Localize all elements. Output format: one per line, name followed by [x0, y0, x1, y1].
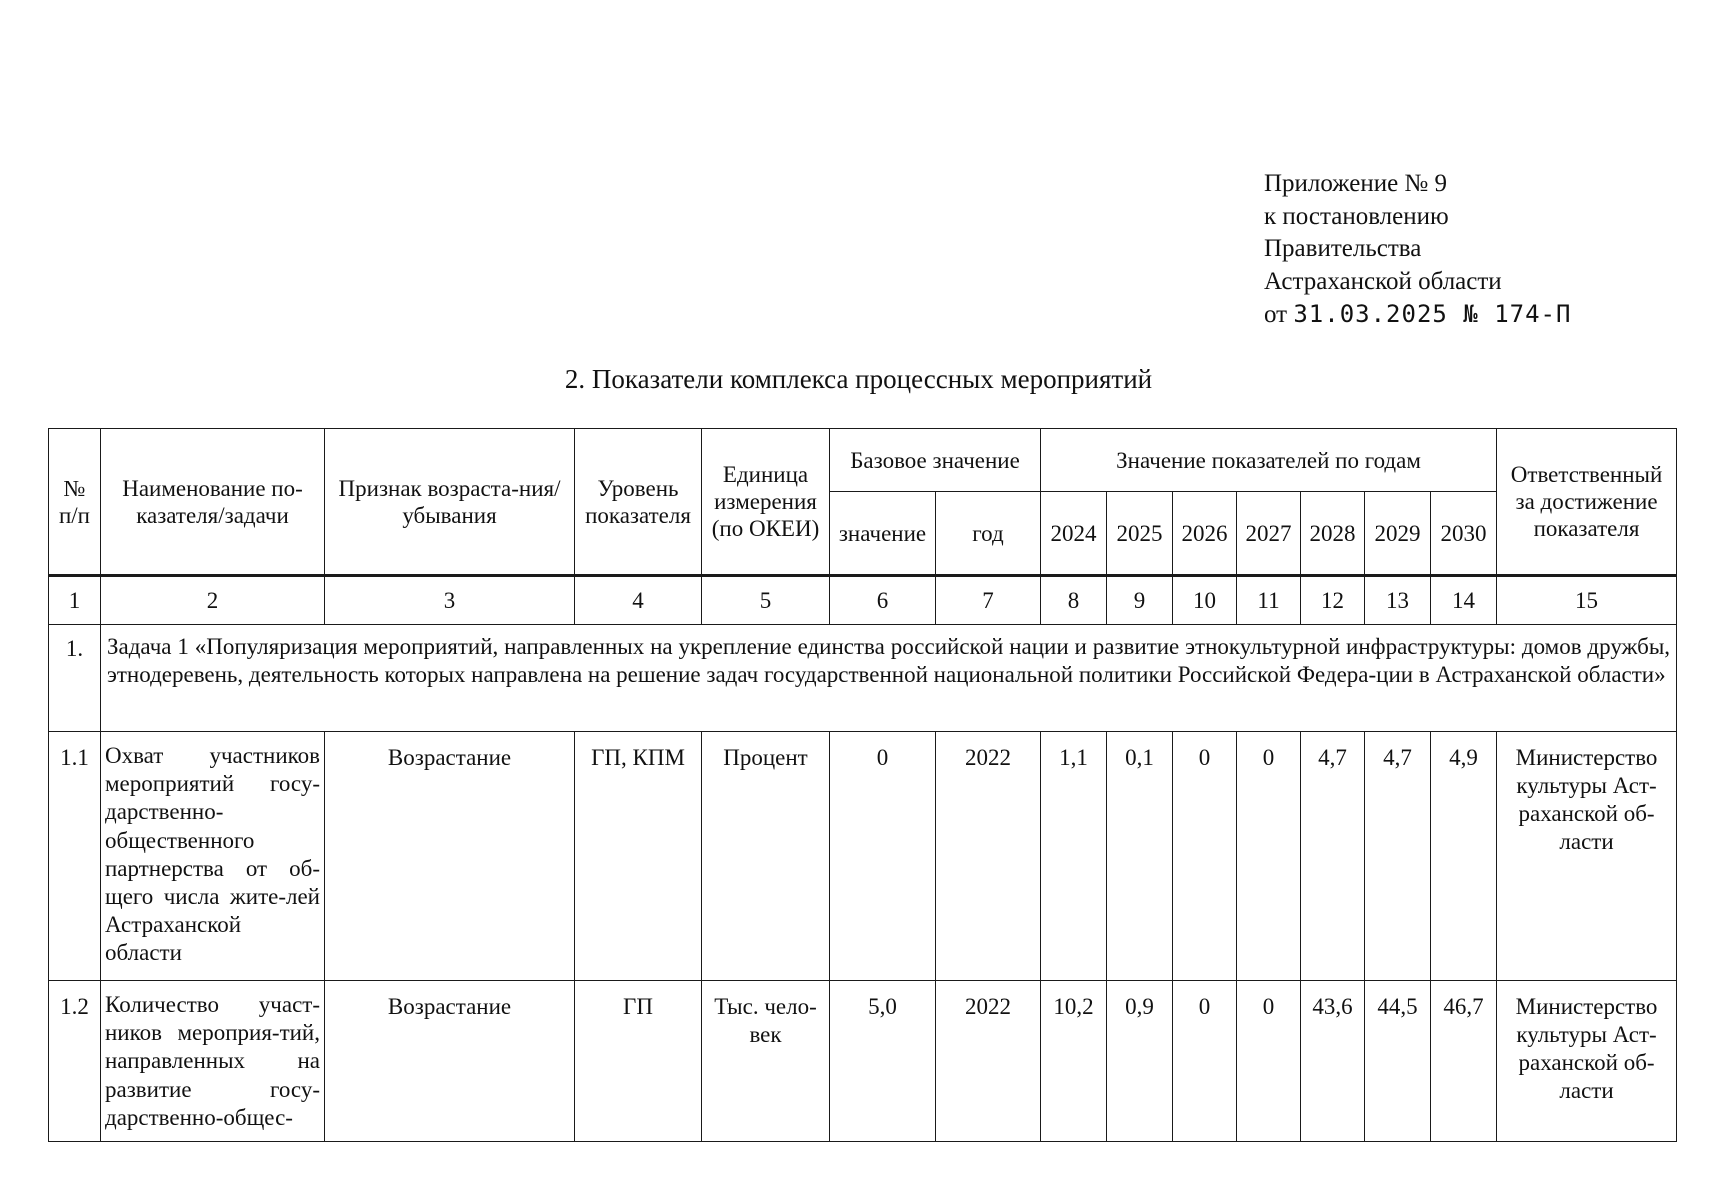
task-row	[49, 625, 1677, 732]
row-year-value: 43,6	[1301, 981, 1365, 1142]
column-number: 13	[1365, 576, 1431, 625]
header-year: 2028	[1301, 492, 1365, 576]
row-year-value: 1,1	[1041, 732, 1107, 981]
table-row	[49, 981, 1677, 1142]
row-indicator-name: Количество участ-ников мероприя-тий, направленных на развитие госу-дарственно-общес-	[101, 981, 325, 1142]
row-year-value: 0	[1237, 732, 1301, 981]
row-year-value: 4,9	[1431, 732, 1497, 981]
row-year-value: 0,9	[1107, 981, 1173, 1142]
header-responsible: Ответственный за достижение показателя	[1497, 429, 1677, 576]
column-number: 4	[575, 576, 702, 625]
column-number: 10	[1173, 576, 1237, 625]
row-base-value: 5,0	[830, 981, 936, 1142]
row-year-value: 0	[1237, 981, 1301, 1142]
date-number: 31.03.2025 № 174-П	[1293, 300, 1572, 328]
header-year: 2030	[1431, 492, 1497, 576]
date-prefix: от	[1264, 301, 1288, 328]
appendix-line: Правительства	[1264, 235, 1422, 262]
column-number: 3	[325, 576, 575, 625]
row-responsible: Министерство культуры Аст-раханской об-ласти	[1497, 981, 1677, 1142]
appendix-line: Приложение № 9	[1264, 170, 1448, 197]
column-number: 9	[1107, 576, 1173, 625]
appendix-date-line	[1264, 298, 1571, 332]
row-responsible: Министерство культуры Аст-раханской об-ласти	[1497, 732, 1677, 981]
row-year-value: 0	[1173, 981, 1237, 1142]
row-base-value: 0	[830, 732, 936, 981]
column-number: 7	[936, 576, 1041, 625]
row-year-value: 4,7	[1301, 732, 1365, 981]
column-number: 11	[1237, 576, 1301, 625]
document-title: 2. Показатели комплекса процессных мероприятий	[564, 364, 1153, 394]
row-base-year: 2022	[936, 981, 1041, 1142]
header-num: № п/п	[49, 429, 101, 576]
column-number: 6	[830, 576, 936, 625]
header-year: 2024	[1041, 492, 1107, 576]
row-year-value: 44,5	[1365, 981, 1431, 1142]
table-row	[49, 732, 1677, 981]
header-years-group: Значение показателей по годам	[1041, 429, 1497, 492]
task-num: 1.	[49, 625, 101, 732]
column-number: 2	[101, 576, 325, 625]
indicators-table	[48, 428, 1677, 1142]
column-number: 5	[702, 576, 830, 625]
row-unit: Тыс. чело-век	[702, 981, 830, 1142]
column-number: 8	[1041, 576, 1107, 625]
column-number: 14	[1431, 576, 1497, 625]
column-numbers-row	[49, 576, 1677, 625]
header-level: Уровень показателя	[575, 429, 702, 576]
column-number: 1	[49, 576, 101, 625]
task-text: Задача 1 «Популяризация мероприятий, направленных на укрепление единства российской нации и развитие этнокультурной инфраструктуры: домов дружбы, этнодеревень, деятельность которых направлена на решение задач государственной национальной политики Российской Федера-ции в Астраханской области»	[101, 625, 1677, 732]
row-year-value: 4,7	[1365, 732, 1431, 981]
header-trend: Признак возраста-ния/убывания	[325, 429, 575, 576]
appendix-line: к постановлению	[1264, 202, 1449, 230]
header-base-value: значение	[830, 492, 936, 576]
column-number: 12	[1301, 576, 1365, 625]
row-num: 1.2	[49, 981, 101, 1142]
row-year-value: 46,7	[1431, 981, 1497, 1142]
row-year-value: 0,1	[1107, 732, 1173, 981]
row-indicator-name: Охват участников мероприятий госу-дарственно-общественного партнерства от об-щего числа жите-лей Астраханской области	[101, 732, 325, 981]
appendix-line: Астраханской области	[1264, 267, 1502, 295]
row-level: ГП	[575, 981, 702, 1142]
header-year: 2027	[1237, 492, 1301, 576]
header-name: Наименование по-казателя/задачи	[101, 429, 325, 576]
header-unit: Единица измерения (по ОКЕИ)	[702, 429, 830, 576]
row-level: ГП, КПМ	[575, 732, 702, 981]
appendix-block	[1264, 168, 1571, 332]
row-trend: Возрастание	[325, 732, 575, 981]
row-trend: Возрастание	[325, 981, 575, 1142]
header-base: Базовое значение	[830, 429, 1041, 492]
row-base-year: 2022	[936, 732, 1041, 981]
row-year-value: 10,2	[1041, 981, 1107, 1142]
row-year-value: 0	[1173, 732, 1237, 981]
column-number: 15	[1497, 576, 1677, 625]
header-base-year: год	[936, 492, 1041, 576]
row-unit: Процент	[702, 732, 830, 981]
header-year: 2026	[1173, 492, 1237, 576]
row-num: 1.1	[49, 732, 101, 981]
header-year: 2029	[1365, 492, 1431, 576]
header-year: 2025	[1107, 492, 1173, 576]
